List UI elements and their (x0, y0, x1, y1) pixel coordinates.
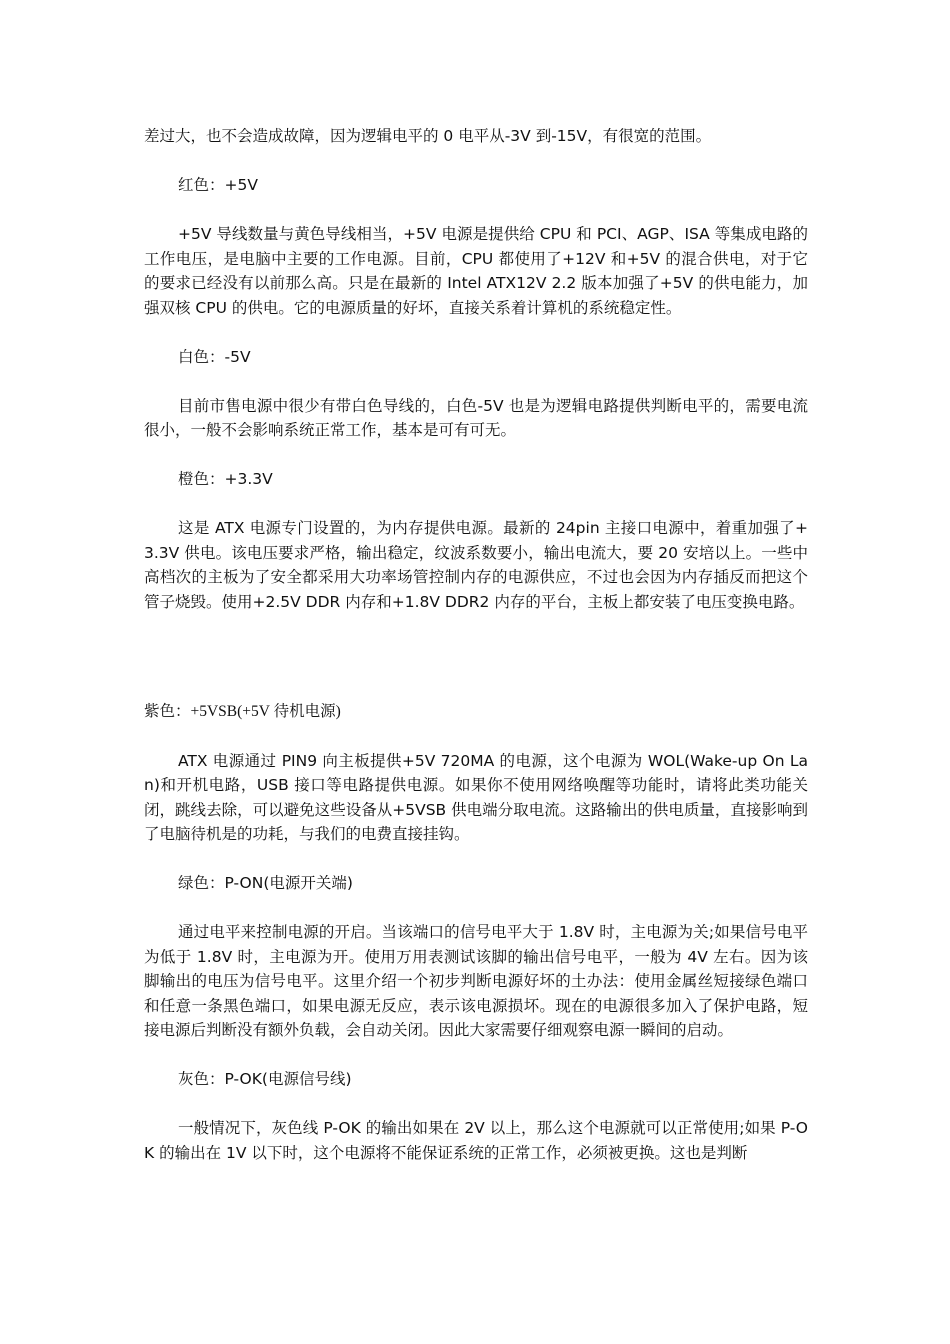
section-heading-gray: 灰色：P-OK(电源信号线) (178, 1070, 352, 1088)
section-body-gray: 一般情况下，灰色线 P-OK 的输出如果在 2V 以上，那么这个电源就可以正常使用;如果 P-OK 的输出在 1V 以下时，这个电源将不能保证系统的正常工作，必须被更换。这也是判断 (144, 1119, 808, 1162)
document-page (144, 124, 808, 1190)
section-heading-red: 红色：+5V (178, 176, 258, 194)
section-gap (144, 639, 808, 700)
section-heading-white: 白色：-5V (178, 347, 251, 366)
section-body-white: 目前市售电源中很少有带白色导线的，白色-5V 也是为逻辑电路提供判断电平的，需要电流很小，一般不会影响系统正常工作，基本是可有可无。 (144, 396, 808, 439)
section-body-orange: 这是 ATX 电源专门设置的，为内存提供电源。最新的 24pin 主接口电源中，着重加强了+3.3V 供电。该电压要求严格，输出稳定，纹波系数要小，输出电流大，要 20 安培以上。一些中高档次的主板为了安全都采用大功率场管控制内存的电源供应，不过也会因为内存插反而把这个管子烧毁。使用+2.5V DDR 内存和+1.8V DDR2 内存的平台，主板上都安装了电压变换电路。 (144, 519, 808, 611)
section-body-red: +5V 导线数量与黄色导线相当，+5V 电源是提供给 CPU 和 PCI、AGP、ISA 等集成电路的工作电压，是电脑中主要的工作电源。目前，CPU 都使用了+12V 和+5V 的混合供电，对于它的要求已经没有以前那么高。只是在最新的 Intel ATX12V 2.2 版本加强了+5V 的供电能力，加强双核 CPU 的供电。它的电源质量的好坏，直接关系着计算机的系统稳定性。 (144, 225, 808, 317)
section-body-green: 通过电平来控制电源的开启。当该端口的信号电平大于 1.8V 时，主电源为关;如果信号电平为低于 1.8V 时，主电源为开。使用万用表测试该脚的输出信号电平，一般为 4V 左右。因为该脚输出的电压为信号电平。这里介绍一个初步判断电源好坏的土办法：使用金属丝短接绿色端口和任意一条黑色端口，如果电源无反应，表示该电源损坏。现在的电源很多加入了保护电路，短接电源后判断没有额外负载，会自动关闭。因此大家需要仔细观察电源一瞬间的启动。 (144, 923, 808, 1039)
section-body-purple: ATX 电源通过 PIN9 向主板提供+5V 720MA 的电源，这个电源为 WOL(Wake-up On Lan)和开机电路，USB 接口等电路提供电源。如果你不使用网络唤醒等功能时，请将此类功能关闭，跳线去除，可以避免这些设备从+5VSB 供电端分取电流。这路输出的供电质量，直接影响到了电脑待机是的功耗，与我们的电费直接挂钩。 (144, 751, 808, 843)
section-heading-orange: 橙色：+3.3V (178, 470, 273, 488)
section-heading-purple: 紫色：+5VSB(+5V 待机电源) (144, 702, 341, 720)
section-heading-green: 绿色：P-ON(电源开关端) (178, 874, 353, 892)
continuation-paragraph: 差过大，也不会造成故障，因为逻辑电平的 0 电平从-3V 到-15V，有很宽的范围。 (144, 127, 712, 145)
